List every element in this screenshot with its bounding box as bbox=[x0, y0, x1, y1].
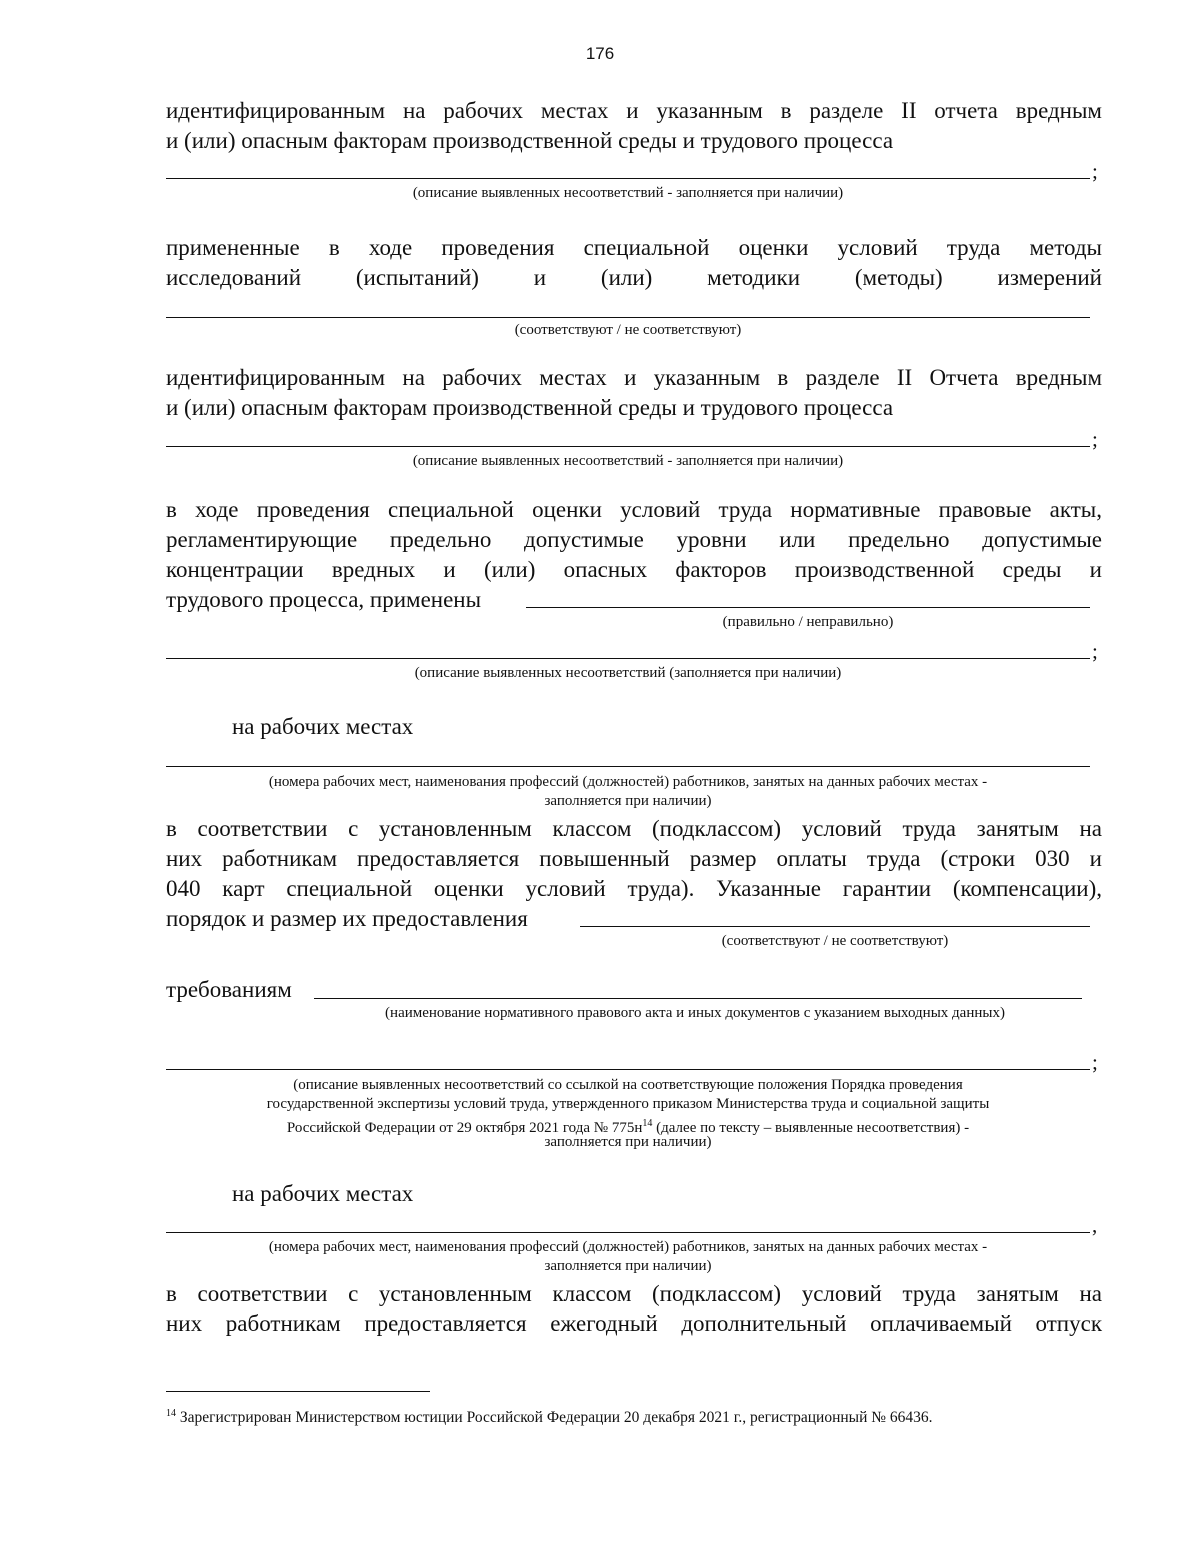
end-mark: , bbox=[1092, 1213, 1098, 1237]
fill-line-inline bbox=[314, 998, 1082, 999]
field-caption-inline: (соответствуют / не соответствуют) bbox=[721, 933, 949, 949]
field-caption: (описание выявленных несоответствий - заполняется при наличии) bbox=[412, 453, 844, 469]
paragraph-5-line-4 bbox=[166, 904, 1102, 934]
paragraph-2-line-2: исследований (испытаний) и (или) методики (методы) измерений bbox=[166, 265, 1102, 290]
paragraph-4-line-4 bbox=[166, 585, 1102, 615]
field-caption: (описание выявленных несоответствий (заполняется при наличии) bbox=[414, 665, 842, 681]
paragraph-5-line-2: них работникам предоставляется повышенный размер оплаты труда (строки 030 и bbox=[166, 846, 1102, 871]
paragraph-7-line-2: них работникам предоставляется ежегодный дополнительный оплачиваемый отпуск bbox=[166, 1311, 1102, 1336]
paragraph-5-last-line: порядок и размер их предоставления bbox=[166, 906, 528, 931]
field-caption-line-1: (описание выявленных несоответствий со ссылкой на соответствующие положения Порядка проведения bbox=[293, 1077, 963, 1093]
fill-line bbox=[166, 1232, 1090, 1233]
end-mark: ; bbox=[1092, 1050, 1098, 1074]
fill-line bbox=[166, 446, 1090, 447]
footnote bbox=[166, 1404, 1106, 1428]
fill-line-inline bbox=[580, 926, 1090, 927]
paragraph-4-line-2: регламентирующие предельно допустимые уровни или предельно допустимые bbox=[166, 527, 1102, 552]
paragraph-6-lead: требованиям bbox=[166, 977, 292, 1002]
paragraph-5-lead: на рабочих местах bbox=[232, 714, 414, 739]
field-caption-line-4: заполняется при наличии) bbox=[544, 1134, 712, 1150]
caption-text: Российской Федерации от 29 октября 2021 года № 775н bbox=[286, 1120, 643, 1136]
fill-line bbox=[166, 178, 1090, 179]
fill-line bbox=[166, 658, 1090, 659]
field-caption: (соответствуют / не соответствуют) bbox=[514, 322, 742, 338]
paragraph-7-line-1: в соответствии с установленным классом (подклассом) условий труда занятым на bbox=[166, 1281, 1102, 1306]
footnote-text: Зарегистрирован Министерством юстиции Российской Федерации 20 декабря 2021 г., регистрационный № 66436. bbox=[176, 1409, 933, 1427]
fill-line-inline bbox=[526, 607, 1090, 608]
page-number: 176 bbox=[585, 44, 615, 63]
paragraph-6-lead-line bbox=[166, 975, 1102, 1005]
paragraph-3-line-2: и (или) опасным факторам производственной среды и трудового процесса bbox=[166, 395, 894, 420]
field-caption-line-1: (номера рабочих мест, наименования профессий (должностей) работников, занятых на данных рабочих местах - bbox=[268, 1239, 988, 1255]
footnote-mark: 14 bbox=[166, 1408, 176, 1419]
end-mark: ; bbox=[1092, 427, 1098, 451]
paragraph-1-line-2: и (или) опасным факторам производственной среды и трудового процесса bbox=[166, 128, 894, 153]
fill-line bbox=[166, 1069, 1090, 1070]
field-caption-line-2: государственной экспертизы условий труда, утвержденного приказом Министерства труда и социальной защиты bbox=[266, 1096, 990, 1112]
fill-line bbox=[166, 317, 1090, 318]
paragraph-4-last-line: трудового процесса, применены bbox=[166, 587, 482, 612]
paragraph-7-lead: на рабочих местах bbox=[232, 1181, 414, 1206]
field-caption-inline: (наименование нормативного правового акта и иных документов с указанием выходных данных) bbox=[385, 1005, 1005, 1021]
field-caption-inline: (правильно / неправильно) bbox=[722, 614, 894, 630]
paragraph-4-line-1: в ходе проведения специальной оценки условий труда нормативные правовые акты, bbox=[166, 497, 1102, 522]
field-caption-line-2: заполняется при наличии) bbox=[544, 1258, 712, 1274]
paragraph-2-line-1: примененные в ходе проведения специальной оценки условий труда методы bbox=[166, 235, 1102, 260]
footnote-reference: 14 bbox=[642, 1118, 653, 1129]
paragraph-3-line-1: идентифицированным на рабочих местах и указанным в разделе II Отчета вредным bbox=[166, 365, 1102, 390]
field-caption-line-2: заполняется при наличии) bbox=[544, 793, 712, 809]
paragraph-5-line-3: 040 карт специальной оценки условий труда). Указанные гарантии (компенсации), bbox=[166, 876, 1102, 901]
end-mark: ; bbox=[1092, 159, 1098, 183]
paragraph-4-line-3: концентрации вредных и (или) опасных факторов производственной среды и bbox=[166, 557, 1102, 582]
caption-text: (далее по тексту – выявленные несоответствия) - bbox=[652, 1120, 970, 1136]
fill-line bbox=[166, 766, 1090, 767]
end-mark: ; bbox=[1092, 639, 1098, 663]
field-caption-line-1: (номера рабочих мест, наименования профессий (должностей) работников, занятых на данных рабочих местах - bbox=[268, 774, 988, 790]
footnote-separator bbox=[166, 1391, 430, 1392]
paragraph-1-line-1: идентифицированным на рабочих местах и указанным в разделе II отчета вредным bbox=[166, 98, 1102, 123]
paragraph-5-line-1: в соответствии с установленным классом (подклассом) условий труда занятым на bbox=[166, 816, 1102, 841]
field-caption: (описание выявленных несоответствий - заполняется при наличии) bbox=[412, 185, 844, 201]
